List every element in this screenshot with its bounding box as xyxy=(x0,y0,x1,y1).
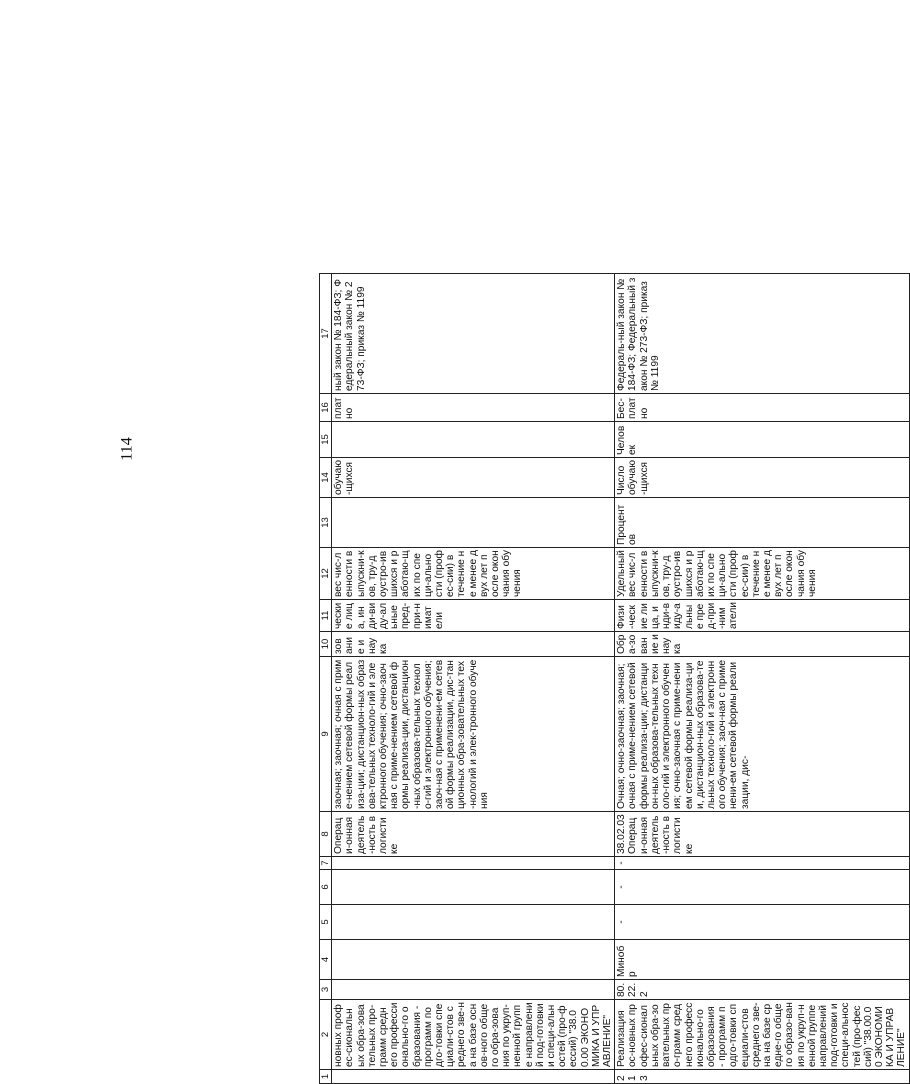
cell-col7: - xyxy=(615,857,909,870)
cell-unit: Процентов xyxy=(615,498,909,548)
cell-service-name: Реализация ос-новных профес-сиональных обра-зовательных про-грамм среднего профессионально-го образования - программ подго-товки специали-стов среднего зве-на на базе средне-го общего образо-вания по укруп-ненной группе направлений под-готовки и специ-альностей (про-фессий) "38.00.00 ЭКОНОМИКА И УПРАВЛЕНИЕ" xyxy=(615,1000,909,1070)
column-number: 14 xyxy=(320,458,332,498)
column-number: 17 xyxy=(320,274,332,394)
cell-payment: платно xyxy=(332,394,615,422)
cell-col6 xyxy=(332,870,615,905)
cell-forms: Очная; очно-заочная; заочная; очная с приме-нением сетевой формы реализа-ции; дистанцион-ных образова-тельных техноло-гий и электронного обучения; очно-заочная с приме-нением сетевой формы реализа-ции, дистанцион-ных образова-тельных техноло-гий и электронного обучения; заоч-ная с применени-ем сетевой формы реализации, дис- xyxy=(615,657,909,812)
column-number: 5 xyxy=(320,905,332,940)
cell-authority xyxy=(332,940,615,980)
cell-volume-indicator: обучаю-щихся xyxy=(332,458,615,498)
cell-consumers: ческие лица, инди-виду-альные пред-при-ниматели xyxy=(332,600,615,632)
cell-row-number xyxy=(332,1070,615,1084)
cell-code: 80.22.2 xyxy=(615,980,909,1000)
table-row xyxy=(332,274,615,1084)
column-number: 3 xyxy=(320,980,332,1000)
column-number: 10 xyxy=(320,632,332,657)
column-number: 15 xyxy=(320,422,332,458)
column-number: 12 xyxy=(320,548,332,600)
cell-row-number: 213 xyxy=(615,1070,909,1084)
column-number: 4 xyxy=(320,940,332,980)
column-number: 2 xyxy=(320,1000,332,1070)
cell-quality-indicator: вес чис-ленности выпускни-ков, тру-доустро-ившихся и работаю-щих по специ-альности (профес-сии) в течение не менее двух лет после окончания обучения xyxy=(332,548,615,600)
cell-volume-unit: Человек xyxy=(615,422,909,458)
column-number: 16 xyxy=(320,394,332,422)
cell-legal-basis: Федераль-ный закон № 184-ФЗ; Федеральный закон № 273-ФЗ; приказ № 1199 xyxy=(615,274,909,394)
cell-quality-indicator: Удельный вес чис-ленности выпускни-ков, тру-доустро-ившихся и работаю-щих по специ-альности (профес-сии) в течение не менее двух лет после окончания обучения xyxy=(615,548,909,600)
cell-forms: заочная; заочная; очная с приме-нением сетевой формы реализа-ции; дистанцион-ных образова-тельных техноло-гий и электронного обучения; очно-заочная с приме-нением сетевой формы реализа-ции, дистанцион-ных образова-тельных техноло-гий и электронного обучения; заоч-ная с применени-ем сетевой формы реализации, дис-танционных обра-зовательных тех-нологий и элек-тронного обучения xyxy=(332,657,615,812)
cell-legal-basis: ный закон № 184-ФЗ; Федеральный закон № 273-ФЗ; приказ № 1199 xyxy=(332,274,615,394)
cell-col7 xyxy=(332,857,615,870)
table-row xyxy=(615,274,909,1084)
column-number: 1 xyxy=(320,1070,332,1084)
page-number: 114 xyxy=(118,437,136,461)
cell-specialty: 38.02.03 Операци-онная деятель-ность в логистике xyxy=(615,812,909,857)
cell-payment: Бес-платно xyxy=(615,394,909,422)
column-number: 7 xyxy=(320,857,332,870)
column-number: 9 xyxy=(320,657,332,812)
column-number: 11 xyxy=(320,600,332,632)
cell-consumers: Физи-ческие лица, инди-виду-альные пред-при-ниматели xyxy=(615,600,909,632)
cell-service-name: новных профес-сиональных обра-зовательных про-грамм среднего профессионально-го образования - программ подго-товки специали-стов среднего зве-на на базе основ-ного общего обра-зования по укруп-ненной группе направлений под-готовки и специ-альностей (про-фессий) "38.00.00 ЭКОНОМИКА И УПРАВЛЕНИЕ" xyxy=(332,1000,615,1070)
cell-volume-unit xyxy=(332,422,615,458)
column-number: 13 xyxy=(320,498,332,548)
cell-unit xyxy=(332,498,615,548)
cell-code xyxy=(332,980,615,1000)
rotated-table-sheet xyxy=(319,274,908,1084)
cell-sphere: Обра-зование и наука xyxy=(615,632,909,657)
cell-sphere: зование и наука xyxy=(332,632,615,657)
cell-authority: Минобр xyxy=(615,940,909,980)
cell-col6: - xyxy=(615,870,909,905)
cell-specialty: Операци-онная деятель-ность в логистике xyxy=(332,812,615,857)
services-table xyxy=(319,273,910,1084)
column-number: 6 xyxy=(320,870,332,905)
column-number-row xyxy=(320,274,332,1084)
column-number: 8 xyxy=(320,812,332,857)
cell-col5 xyxy=(332,905,615,940)
cell-volume-indicator: Число обучаю-щихся xyxy=(615,458,909,498)
cell-col5: - xyxy=(615,905,909,940)
